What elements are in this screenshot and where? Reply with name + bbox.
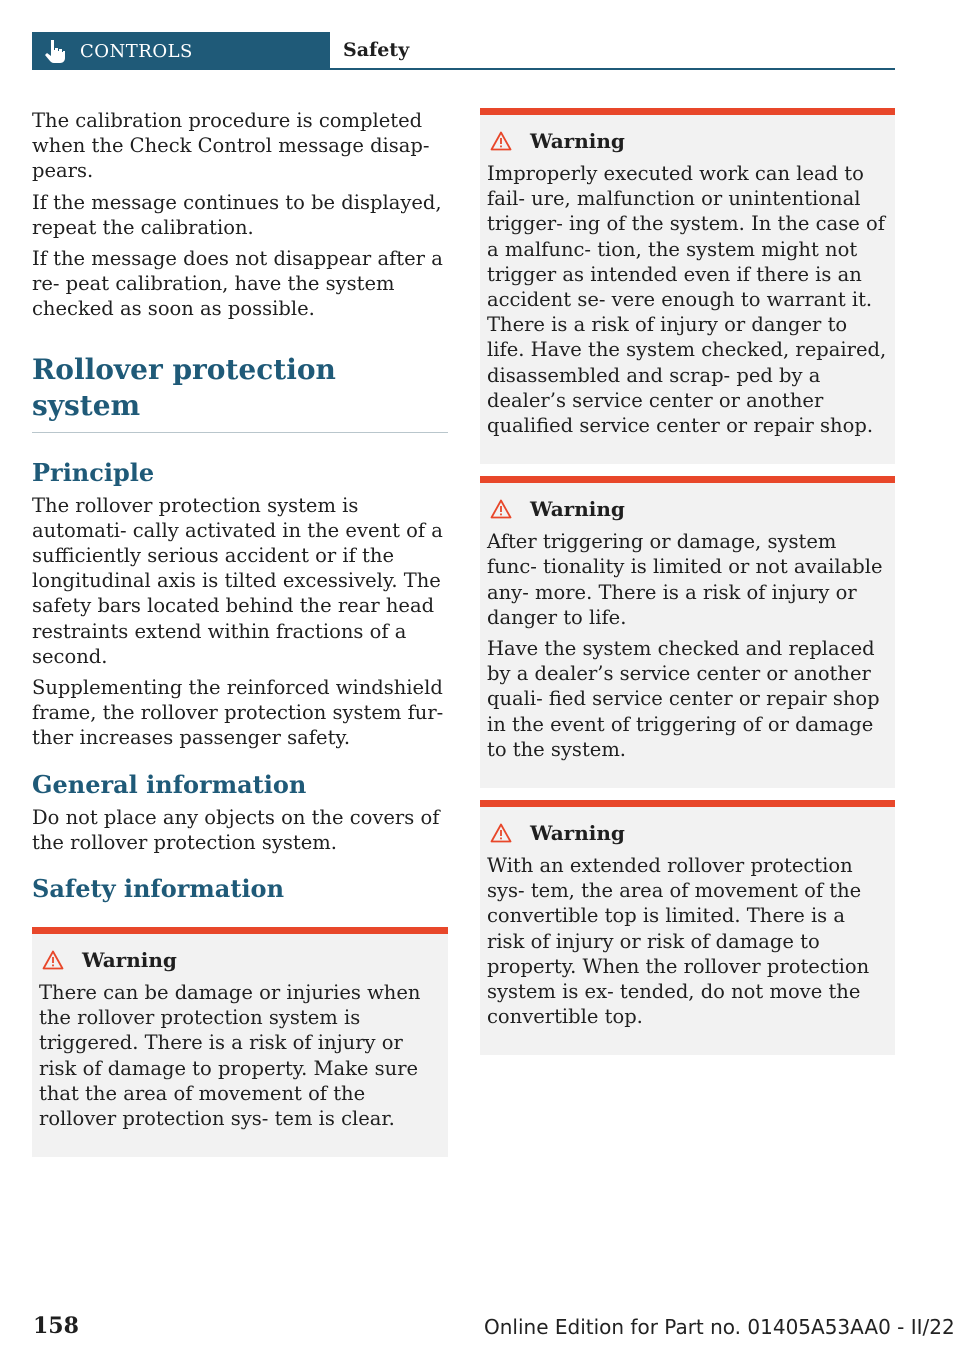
principle-paragraph: Supplementing the reinforced windshield frame, the rollover protection system fur‐ ther increases passenger safety. — [32, 676, 444, 750]
page-header — [32, 32, 895, 70]
right-column — [480, 108, 895, 1067]
warning-box — [480, 800, 895, 1055]
intro-paragraph: If the message does not disappear after a re‐ peat calibration, have the system checked as soon as possible. — [32, 247, 443, 321]
warning-triangle-icon — [42, 950, 64, 970]
left-column — [32, 108, 448, 1169]
warning-header — [487, 129, 887, 153]
warning-label: Warning — [530, 497, 625, 522]
warning-label: Warning — [82, 948, 177, 973]
section-label: CONTROLS — [80, 40, 193, 62]
principle-heading: Principle — [32, 457, 155, 487]
warning-box — [32, 927, 448, 1157]
warning-text: There can be damage or injuries when the rollover protection system is triggered. There is a risk of injury or risk of damage to property. Make sure that the area of movement of the rollover protection sys‐ tem is clear. — [39, 981, 421, 1131]
intro-paragraph: If the message continues to be displayed, repeat the calibration. — [32, 190, 442, 239]
warning-triangle-icon — [490, 131, 512, 151]
warning-label: Warning — [530, 129, 625, 153]
chapter-bar — [330, 32, 895, 70]
intro-paragraph: The calibration procedure is completed when the Check Control message disap‐ pears. — [32, 109, 430, 183]
section-tab — [32, 32, 330, 70]
warning-header — [487, 821, 887, 845]
warning-header — [487, 497, 887, 521]
warning-text: Improperly executed work can lead to fail‐ ure, malfunction or unintentional trigger‐ ing of the system. In the case of a malfunc‐ tion, the system might not trigger as intended even if there is an accident se‐ vere enough to warrant it. There is a risk of injury or danger to life. Have the system checked, repaired, disassembled and scrap‐ ped by a dealer’s service center or another qualified service center or repair shop. — [487, 162, 887, 438]
warning-text: Have the system checked and replaced by a dealer’s service center or another quali‐ fied service center or repair shop in the event of triggering of or damage to the system. — [487, 637, 880, 761]
warning-text: After triggering or damage, system func‐ tionality is limited or not available any‐ more. There is a risk of injury or danger to life. — [487, 530, 883, 629]
general-heading: General information — [32, 769, 307, 799]
warning-box — [480, 108, 895, 464]
general-paragraph: Do not place any objects on the covers of the rollover protection system. — [32, 805, 440, 854]
chapter-label: Safety — [343, 39, 410, 61]
warning-box — [480, 476, 895, 788]
section-title: Rollover protection system — [32, 352, 448, 433]
warning-triangle-icon — [490, 823, 512, 843]
warning-header — [39, 948, 440, 972]
safety-heading: Safety information — [32, 874, 285, 904]
warning-label: Warning — [530, 821, 625, 846]
warning-text: With an extended rollover protection sys‐ tem, the area of movement of the convertible top is limited. There is a risk of injury or risk of damage to property. When the rollover protection system is ex‐ tended, do not move the convertible top. — [487, 854, 870, 1029]
warning-triangle-icon — [490, 499, 512, 519]
edition-footer: Online Edition for Part no. 01405A53AA0 - II/22 — [484, 1315, 955, 1339]
page-number: 158 — [33, 1313, 79, 1339]
principle-paragraph: The rollover protection system is automati‐ cally activated in the event of a sufficiently serious accident or if the longitudinal axis is tilted excessively. The safety bars located behind the rear head restraints extend within fractions of a second. — [32, 493, 443, 668]
pointing-hand-icon — [42, 38, 68, 64]
